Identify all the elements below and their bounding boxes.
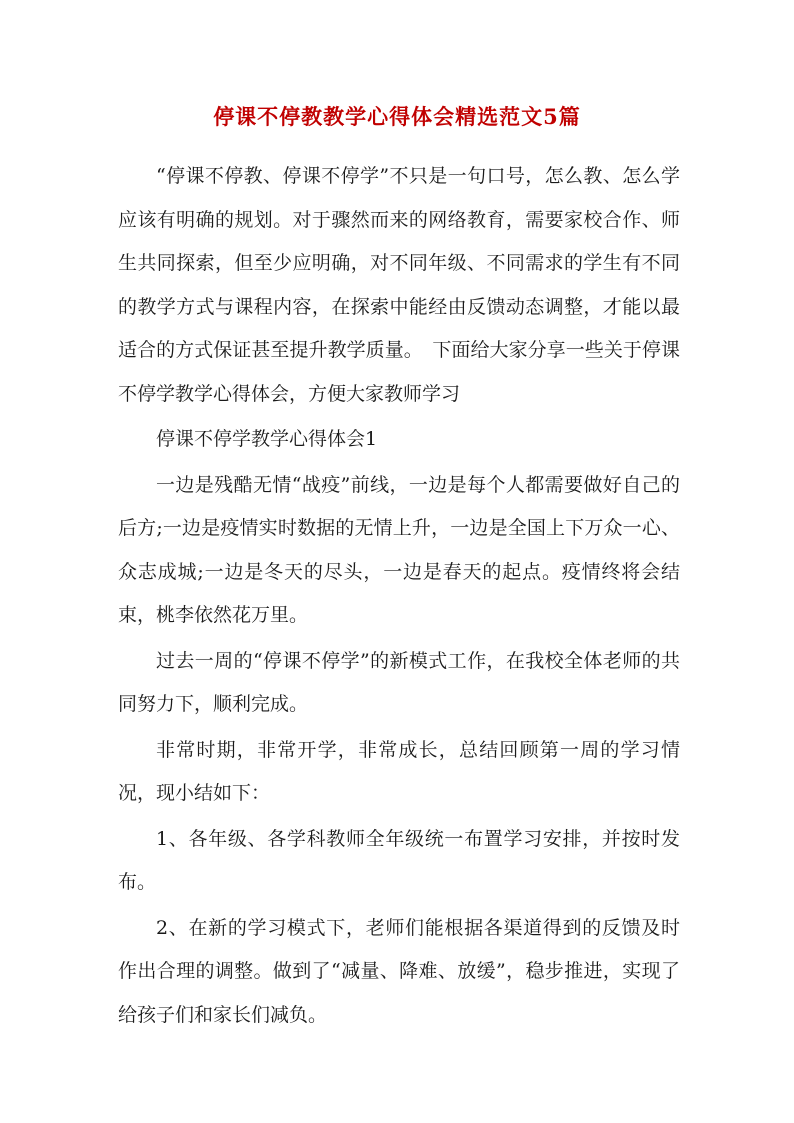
body-paragraph: 一边是残酷无情“战疫”前线，一边是每个人都需要做好自己的后方;一边是疫情实时数据的无情上升，一边是全国上下万众一心、众志成城;一边是冬天的尽头，一边是春天的起点。疫情终将会结束，桃李依然花万里。 xyxy=(118,473,680,626)
document-title: 停课不停教教学心得体会精选范文5篇 xyxy=(213,104,581,129)
body-paragraph: 过去一周的“停课不停学”的新模式工作，在我校全体老师的共同努力下，顺利完成。 xyxy=(118,649,680,715)
list-item: 1、各年级、各学科教师全年级统一布置学习安排，并按时发布。 xyxy=(118,827,680,893)
body-paragraph: 非常时期，非常开学，非常成长，总结回顾第一周的学习情况，现小结如下： xyxy=(118,738,680,804)
section-heading: 停课不停学教学心得体会1 xyxy=(156,428,378,450)
document-body xyxy=(118,155,680,1039)
intro-paragraph: “停课不停教、停课不停学”不只是一句口号，怎么教、怎么学应该有明确的规划。对于骤然而来的网络教育，需要家校合作、师生共同探索，但至少应明确，对不同年级、不同需求的学生有不同的教学方式与课程内容，在探索中能经由反馈动态调整，才能以最适合的方式保证甚至提升教学质量。 下面给大家分享一些关于停课不停学教学心得体会，方便大家教师学习 xyxy=(118,165,680,405)
list-item: 2、在新的学习模式下，老师们能根据各渠道得到的反馈及时作出合理的调整。做到了“减量、降难、放缓”，稳步推进，实现了给孩子们和家长们减负。 xyxy=(118,916,680,1026)
